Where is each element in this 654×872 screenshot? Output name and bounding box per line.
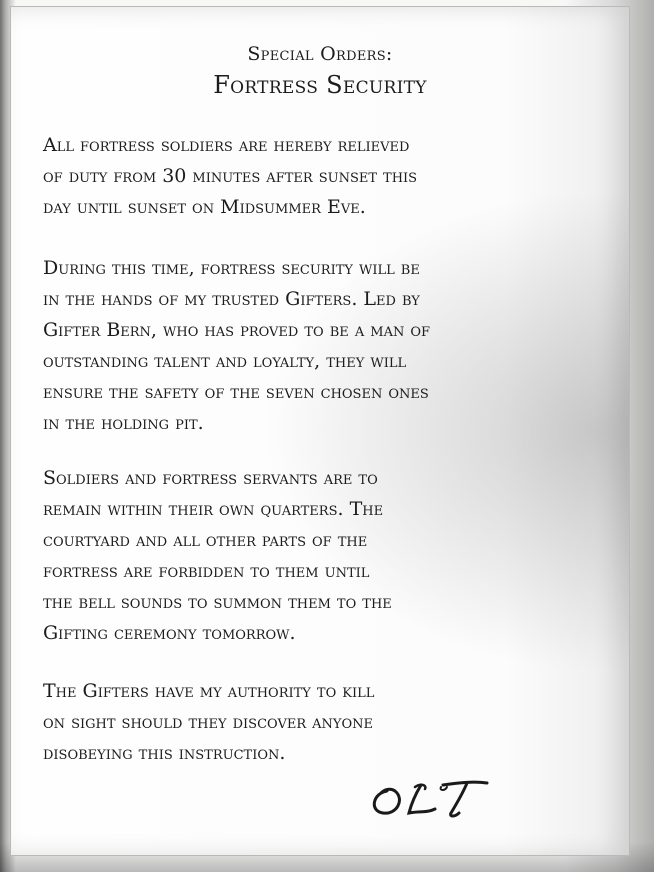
paragraph-1: All fortress soldiers are hereby relieved of duty from 30 minutes after sunset this day until sunset on Midsummer Eve. (43, 134, 418, 218)
notice-page (10, 6, 630, 856)
title-line-2: Fortress Security (213, 71, 427, 99)
paragraph-3: Soldiers and fortress servants are to remain within their own quarters. The courtyard and all other parts of the fortress are forbidden to them until the bell sounds to summon them to the Gifting ceremony tomorrow. (43, 467, 392, 644)
signature-icon (365, 777, 495, 821)
paragraph-4: The Gifters have my authority to kill on sight should they discover anyone disobeying this instruction. (43, 680, 375, 764)
title-line-1: Special Orders: (247, 43, 393, 65)
paragraph-2: During this time, fortress security will be in the hands of my trusted Gifters. Led by Gifter Bern, who has proved to be a man of outstanding talent and loyalty, they will ensure the safety of the seven chosen ones in the holding pit. (43, 257, 431, 434)
handwritten-signature (365, 777, 495, 821)
